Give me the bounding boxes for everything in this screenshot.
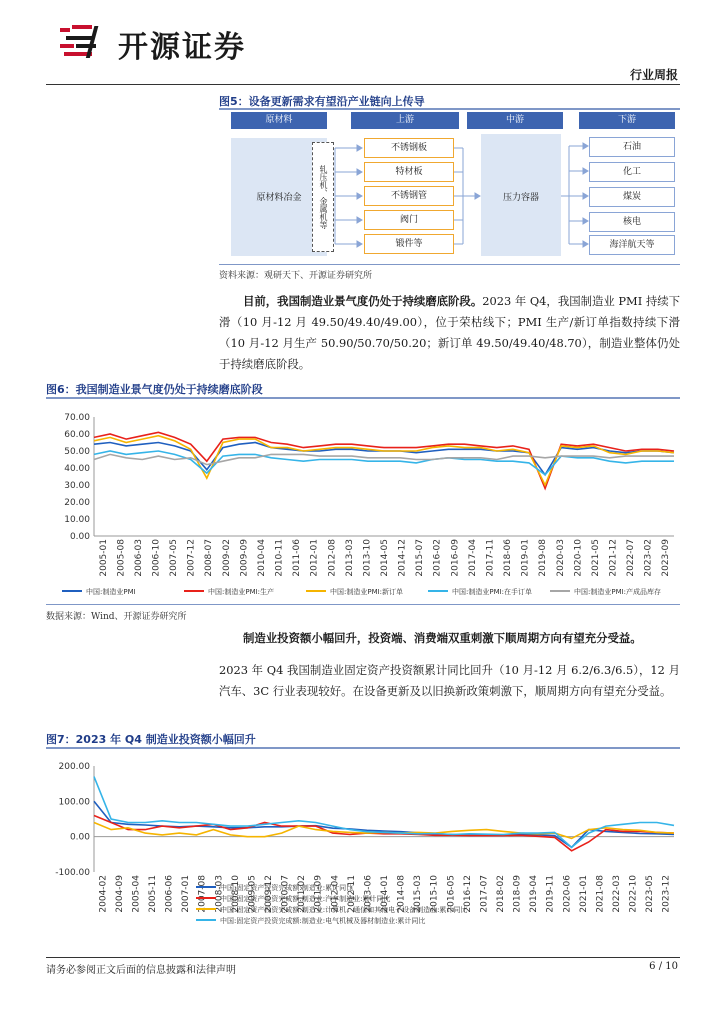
x-tick-label: 2017-11 <box>485 539 496 577</box>
paragraph-1 <box>219 291 680 375</box>
y-axis-ticks <box>64 413 90 542</box>
x-tick-label: 2014-05 <box>380 539 390 577</box>
x-tick-label: 2020-10 <box>573 539 584 577</box>
fig7-title: 图7：2023 年 Q4 制造业投资额小幅回升 <box>46 733 256 746</box>
y-tick-label: 20.00 <box>64 498 90 508</box>
fig6-source: 数据来源：Wind、开源证券研究所 <box>46 612 187 622</box>
x-tick-label: 2016-02 <box>432 539 443 577</box>
x-tick-label: 2017-07 <box>479 875 490 913</box>
legend-label: 中国:制造业PMI:生产 <box>208 588 275 596</box>
legend-label: 中国:固定资产投资完成额:制造业:累计同比 <box>220 884 354 892</box>
x-tick-label: 2005-01 <box>98 539 109 577</box>
x-tick-label: 2020-03 <box>555 539 566 577</box>
x-tick-label: 2008-10 <box>230 875 241 913</box>
downstream-node: 化工 <box>589 162 675 182</box>
upstream-node: 不锈钢板 <box>364 138 454 158</box>
upstream-node: 不锈钢管 <box>364 186 454 206</box>
x-tick-label: 2012-01 <box>309 539 320 577</box>
x-tick-label: 2004-09 <box>114 875 125 913</box>
x-tick-label: 2014-01 <box>380 875 390 913</box>
page-number: 6 / 10 <box>649 961 678 972</box>
header-divider <box>46 84 680 85</box>
downstream-node: 核电 <box>589 212 675 232</box>
x-tick-label: 2007-01 <box>181 875 192 913</box>
x-tick-label: 2016-12 <box>462 875 473 913</box>
x-tick-label: 2021-01 <box>578 875 589 913</box>
x-tick-label: 2005-11 <box>148 875 158 913</box>
x-tick-label: 2012-08 <box>327 539 338 577</box>
legend-label: 中国:固定资产投资完成额:制造业:电气机械及器材制造业:累计同比 <box>220 917 426 925</box>
x-tick-label: 2020-06 <box>562 875 573 913</box>
x-tick-label: 2013-10 <box>362 539 373 577</box>
x-tick-label: 2019-08 <box>538 539 549 577</box>
y-tick-label: -100.00 <box>55 868 90 878</box>
fig5-diagram <box>219 112 680 262</box>
report-type: 行业周报 <box>629 68 678 82</box>
x-tick-label: 2017-04 <box>467 539 478 577</box>
series-line <box>94 432 674 488</box>
x-tick-label: 2011-02 <box>297 875 308 913</box>
fig6-bottom-rule <box>46 604 680 605</box>
x-tick-label: 2009-05 <box>247 875 258 913</box>
x-tick-label: 2005-08 <box>116 539 127 577</box>
x-tick-label: 2016-09 <box>450 539 461 577</box>
upstream-node: 锻件等 <box>364 234 454 254</box>
paragraph-2-lead: 制造业投资额小幅回升，投资端、消费端双重刺激下顺周期方向有望充分受益。 <box>243 631 642 645</box>
fig6-top-rule <box>46 397 680 399</box>
equipment-box: 轧压机、金属机等 <box>312 142 334 252</box>
col-header-midstream: 中游 <box>467 112 563 129</box>
x-tick-label: 2018-09 <box>512 875 523 913</box>
legend-label: 中国:固定资产投资完成额:制造业:计算机、通信和其他电子设备制造业:累计同比 <box>220 906 468 914</box>
footer-divider <box>46 957 680 958</box>
x-tick-label: 2012-04 <box>330 875 341 913</box>
x-tick-label: 2008-07 <box>204 539 215 577</box>
x-tick-label: 2004-02 <box>98 875 109 913</box>
x-tick-label: 2019-04 <box>529 875 540 913</box>
legend-label: 中国:制造业PMI <box>86 588 136 596</box>
y-tick-label: 60.00 <box>64 430 90 440</box>
x-tick-label: 2010-04 <box>256 539 267 577</box>
x-tick-label: 2013-03 <box>344 539 355 577</box>
fig5-top-rule <box>219 108 680 110</box>
x-tick-label: 2022-03 <box>612 875 622 913</box>
pmi-line-chart <box>46 401 680 601</box>
downstream-node: 煤炭 <box>589 187 675 207</box>
x-tick-label: 2011-09 <box>313 875 324 913</box>
fig6-title: 图6：我国制造业景气度仍处于持续磨底阶段 <box>46 383 263 396</box>
paragraph-1-body: 2023 年 Q4，我国制造业 PMI 持续下滑（10 月-12 月 49.50/49.40/49.00），位于荣枯线下；PMI 生产/新订单指数持续下滑（10 月-12 月生产 50.90/50.70/50.20；新订单 49.50/49.40/48.70），制造业整体仍处于持续磨底阶段。 <box>219 294 681 371</box>
legend-label: 中国:制造业PMI:产成品库存 <box>574 588 662 596</box>
legend-label: 中国:固定资产投资完成额:制造业:汽车制造业:累计同比 <box>220 895 391 903</box>
series-line <box>94 451 674 475</box>
legend-label: 中国:制造业PMI:在手订单 <box>452 588 533 596</box>
chart-legend <box>62 587 661 596</box>
x-tick-label: 2023-02 <box>643 539 654 577</box>
x-tick-label: 2007-08 <box>197 875 208 913</box>
x-tick-label: 2022-10 <box>628 875 639 913</box>
fig5-bottom-rule <box>219 264 680 265</box>
x-tick-label: 2023-12 <box>661 875 672 913</box>
x-tick-label: 2007-05 <box>169 539 180 577</box>
x-tick-label: 2018-06 <box>503 539 514 577</box>
x-tick-label: 2012-11 <box>346 875 357 913</box>
x-tick-label: 2015-03 <box>413 875 424 913</box>
x-tick-label: 2023-05 <box>645 875 656 913</box>
x-tick-label: 2006-03 <box>133 539 144 577</box>
x-tick-label: 2005-04 <box>131 875 142 913</box>
company-name: 开源证券 <box>118 30 246 65</box>
x-tick-label: 2010-07 <box>280 875 291 913</box>
x-tick-label: 2021-08 <box>595 875 606 913</box>
fig7-top-rule <box>46 747 680 749</box>
paragraph-1-lead: 目前，我国制造业景气度仍处于持续磨底阶段。 <box>243 294 483 308</box>
paragraph-2-body: 2023 年 Q4 我国制造业固定资产投资额累计同比回升（10 月-12 月 6.2/6.3/6.5），12 月汽车、3C 行业表现较好。在设备更新及以旧换新政策刺激下，顺周期方向有望充分受益。 <box>219 663 680 698</box>
x-tick-label: 2021-05 <box>590 539 601 577</box>
upstream-node: 阀门 <box>364 210 454 230</box>
midstream-label: 压力容器 <box>502 193 539 203</box>
x-tick-label: 2015-10 <box>429 875 440 913</box>
fig5-source: 资料来源：观研天下、开源证券研究所 <box>219 271 373 281</box>
chart-series <box>94 777 674 851</box>
chart-series <box>94 432 674 488</box>
col-header-downstream: 下游 <box>579 112 675 129</box>
x-tick-label: 2016-05 <box>446 875 457 913</box>
x-tick-label: 2009-09 <box>239 539 250 577</box>
x-tick-label: 2009-12 <box>264 875 274 913</box>
raw-label: 原材料冶金 <box>256 193 302 203</box>
x-tick-label: 2022-07 <box>626 539 637 577</box>
y-tick-label: 70.00 <box>64 413 90 423</box>
y-tick-label: 100.00 <box>58 797 90 808</box>
y-tick-label: 0.00 <box>69 832 90 843</box>
x-tick-label: 2019-11 <box>545 875 556 913</box>
x-tick-label: 2008-03 <box>214 875 225 913</box>
midstream-panel <box>481 134 561 256</box>
footer-disclaimer: 请务必参阅正文后面的信息披露和法律声明 <box>46 965 236 976</box>
chart-axes <box>94 417 674 536</box>
col-header-upstream: 上游 <box>351 112 459 129</box>
x-tick-label: 2011-06 <box>292 539 303 577</box>
y-tick-label: 0.00 <box>69 532 90 542</box>
x-tick-label: 2018-02 <box>496 875 506 913</box>
x-tick-label: 2014-12 <box>397 539 408 577</box>
x-tick-label: 2021-12 <box>608 539 619 577</box>
x-tick-label: 2010-11 <box>274 539 285 577</box>
company-logo <box>56 20 296 64</box>
x-tick-label: 2015-07 <box>415 539 426 577</box>
x-tick-label: 2009-02 <box>221 539 232 577</box>
x-tick-label: 2023-09 <box>661 539 672 577</box>
y-tick-label: 200.00 <box>58 762 90 772</box>
y-tick-label: 50.00 <box>64 447 90 457</box>
col-header-raw: 原材料 <box>231 112 327 129</box>
series-line <box>94 436 674 485</box>
x-tick-label: 2006-10 <box>151 539 162 577</box>
downstream-node: 海洋航天等 <box>589 235 675 255</box>
legend-label: 中国:制造业PMI:新订单 <box>330 588 404 596</box>
x-tick-label: 2007-12 <box>186 539 197 577</box>
upstream-node: 特材板 <box>364 162 454 182</box>
chart-axes <box>94 766 674 872</box>
fig5-title: 图5：设备更新需求有望沿产业链向上传导 <box>219 95 425 108</box>
y-tick-label: 30.00 <box>64 481 90 491</box>
x-axis-ticks <box>99 539 671 577</box>
x-tick-label: 2014-08 <box>396 875 407 913</box>
y-tick-label: 10.00 <box>64 515 90 525</box>
x-tick-label: 2006-06 <box>164 875 175 913</box>
x-tick-label: 2019-01 <box>520 539 531 577</box>
x-tick-label: 2013-06 <box>363 875 374 913</box>
series-line <box>94 801 674 847</box>
y-axis-ticks <box>55 762 90 878</box>
logo-mark-icon <box>56 20 114 64</box>
investment-line-chart <box>46 752 680 934</box>
downstream-node: 石油 <box>589 137 675 157</box>
y-tick-label: 40.00 <box>64 464 90 474</box>
